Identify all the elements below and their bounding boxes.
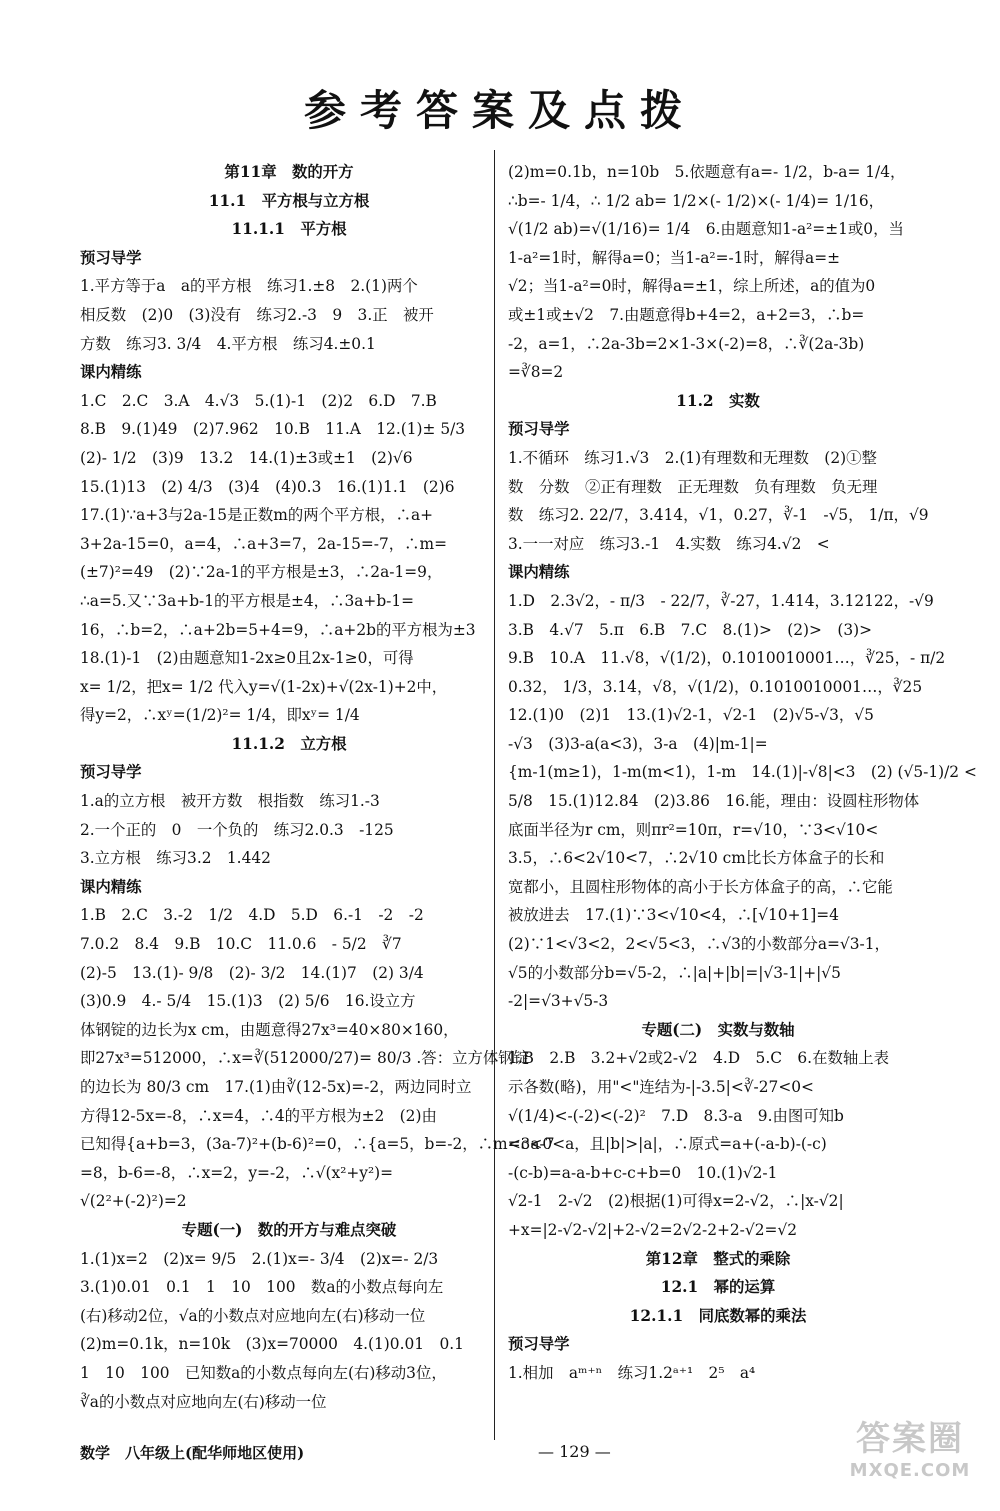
answer-line: (2)m=0.1b，n=10b 5.依题意有a=- 1/2，b-a= 1/4，	[508, 163, 906, 181]
answer-line: 1.(1)x=2 (2)x= 9/5 2.(1)x=- 3/4 (2)x=- 2/3	[80, 1249, 439, 1268]
answer-line: (2)∵1<√3<2，2<√5<3，∴√3的小数部分a=√3-1，	[508, 935, 890, 954]
left-column	[80, 158, 555, 1416]
answer-line: 宽都小，且圆柱形物体的高小于长方体盒子的高，∴它能	[508, 877, 893, 896]
subsection-label: 课内精练	[80, 877, 142, 896]
answer-line: (2)- 1/2 (3)9 13.2 14.(1)±3或±1 (2)√6	[80, 448, 413, 467]
section-heading: 12.1.1 同底数幂的乘法	[629, 1306, 807, 1325]
answer-line: 方得12-5x=-8，∴x=4，∴4的平方根为±2 (2)由	[80, 1106, 437, 1125]
answer-line: √(1/4)<-(-2)<(-2)² 7.D 8.3-a 9.由图可知b	[508, 1106, 844, 1125]
answer-line: 3.B 4.√7 5.π 6.B 7.C 8.(1)> (2)> (3)>	[508, 620, 873, 639]
section-heading: 第11章 数的开方	[224, 163, 354, 181]
answer-line: 3.(1)0.01 0.1 1 10 100 数a的小数点每向左	[80, 1278, 444, 1297]
footer-book-info: 数学 八年级上(配华师地区使用)	[80, 1444, 305, 1462]
answer-line: 12.(1)0 (2)1 13.(1)√2-1，√2-1 (2)√5-√3，√5	[508, 706, 874, 725]
answer-line: 或±1或±√2 7.由题意得b+4=2，a+2=3，∴b=	[508, 305, 865, 324]
answer-line: -2|=√3+√5-3	[508, 992, 609, 1011]
answer-line: x= 1/2，把x= 1/2 代入y=√(1-2x)+√(2x-1)+2中，	[80, 677, 448, 696]
section-heading: 11.1 平方根与立方根	[208, 191, 370, 210]
answer-line: 7.0.2 8.4 9.B 10.C 11.0.6 - 5/2 ∛7	[80, 935, 402, 954]
answer-line: 1.a的立方根 被开方数 根指数 练习1.-3	[80, 792, 380, 811]
page-title: 参考答案及点拨	[303, 86, 696, 135]
answer-line: -√3 (3)3-a(a<3)，3-a (4)|m-1|=	[508, 734, 768, 753]
right-column	[508, 158, 977, 1388]
answer-line: =∛8=2	[508, 363, 564, 382]
page-footer	[80, 1442, 940, 1470]
answer-line: -(c-b)=a-a-b+c-c+b=0 10.(1)√2-1	[508, 1163, 778, 1182]
answer-line: ∴b=- 1/4，∴ 1/2 ab= 1/2×(- 1/2)×(- 1/4)= 1/16，	[508, 191, 884, 210]
section-heading: 12.1 幂的运算	[660, 1278, 776, 1297]
answer-line: 0.32， 1/3，3.14̇，√8，√(1/2)，0.1010010001…，∛25	[508, 677, 923, 696]
answer-line: 已知得{a+b=3，(3a-7)²+(b-6)²=0，∴{a=5，b=-2，∴m=3a-7	[80, 1135, 555, 1154]
answer-line: 2.一个正的 0 一个负的 练习2.0.3 -125	[80, 820, 394, 839]
answer-line: 示各数(略)，用"<"连结为-|-3.5|<∛-27<0<	[508, 1078, 814, 1096]
subsection-label: 预习导学	[80, 248, 142, 267]
answer-line: 体钢锭的边长为x cm，由题意得27x³=40×80×160，	[80, 1020, 459, 1039]
watermark-logo	[840, 1411, 980, 1491]
answer-line: 被放进去 17.(1)∵3<√10<4，∴[√10+1]=4	[508, 906, 839, 925]
answer-line: 3.5，∴6<2√10<7，∴2√10 cm比长方体盒子的长和	[508, 849, 885, 868]
section-heading: 第12章 整式的乘除	[645, 1249, 791, 1268]
answer-line: 1.不循环 练习1.√3 2.(1)有理数和无理数 (2)①整	[508, 448, 877, 467]
answer-line: +x=|2-√2-√2|+2-√2=2√2-2+2-√2=√2	[508, 1220, 797, 1239]
watermark-text-bottom: MXQE.COM	[849, 1460, 971, 1481]
answer-line: 1.平方等于a a的平方根 练习1.±8 2.(1)两个	[80, 277, 418, 296]
answer-line: <c<0<a，且|b|>|a|，∴原式=a+(-a-b)-(-c)	[508, 1135, 827, 1154]
answer-line: √(2²+(-2)²)=2	[80, 1192, 187, 1211]
section-heading: 11.1.2 立方根	[231, 734, 347, 753]
answer-line: 5/8 15.(1)12.84 (2)3.86 16.能，理由：设圆柱形物体	[508, 792, 920, 811]
section-heading: 11.1.1 平方根	[231, 220, 347, 239]
answer-line: 相反数 (2)0 (3)没有 练习2.-3 9 3.正 被开	[80, 305, 434, 324]
answer-line: -2，a=1，∴2a-3b=2×1-3×(-2)=8，∴∛(2a-3b)	[508, 334, 865, 353]
answer-line: √2-1 2-√2 (2)根据(1)可得x=2-√2，∴|x-√2|	[508, 1192, 844, 1211]
subsection-label: 课内精练	[80, 363, 142, 382]
answer-line: 1 10 100 已知数a的小数点每向左(右)移动3位，	[80, 1363, 447, 1382]
answer-line: 得y=2，∴xʸ=(1/2)²= 1/4，即xʸ= 1/4	[80, 706, 360, 725]
page-number: — 129 —	[538, 1442, 611, 1461]
answer-line: 15.(1)13 (2) 4/3 (3)4 (4)0.3 16.(1)1.1 (2)6	[80, 477, 455, 496]
column-divider	[494, 150, 495, 1440]
answer-line: 1.C 2.C 3.A 4.√3 5.(1)-1 (2)2 6.D 7.B	[80, 391, 437, 410]
watermark-text-top: 答案圈	[856, 1419, 964, 1459]
answer-line: √5的小数部分b=√5-2，∴|a|+|b|=|√3-1|+|√5	[508, 963, 841, 982]
answer-line: 1-a²=1时，解得a=0；当1-a²=-1时，解得a=±	[508, 248, 840, 267]
answer-line: 即27x³=512000，∴x=∛(512000/27)= 80/3 .答：立方体钢锭	[80, 1049, 530, 1068]
answer-line: (2)-5 13.(1)- 9/8 (2)- 3/2 14.(1)7 (2) 3/4	[80, 963, 424, 982]
answer-line: 的边长为 80/3 cm 17.(1)由∛(12-5x)=-2，两边同时立	[80, 1078, 472, 1096]
answer-line: ∴a=5.又∵3a+b-1的平方根是±4，∴3a+b-1=	[80, 591, 415, 610]
answer-line: (右)移动2位，√a的小数点对应地向左(右)移动一位	[80, 1306, 426, 1325]
answer-line: ∛a的小数点对应地向左(右)移动一位	[80, 1392, 327, 1411]
answer-line: 数 分数 ②正有理数 正无理数 负有理数 负无理	[508, 477, 878, 496]
answer-line: =8，b-6=-8，∴x=2，y=-2，∴√(x²+y²)=	[80, 1163, 394, 1182]
section-heading: 专题(二) 实数与数轴	[641, 1020, 795, 1039]
answer-line: 1.相加 aᵐ⁺ⁿ 练习1.2ᵃ⁺¹ 2⁵ a⁴	[508, 1363, 756, 1382]
answer-line: 3.一一对应 练习3.-1 4.实数 练习4.√2 <	[508, 534, 830, 553]
answer-line: (3)0.9 4.- 5/4 15.(1)3 (2) 5/6 16.设立方	[80, 992, 416, 1011]
section-heading: 11.2 实数	[676, 391, 760, 410]
subsection-label: 预习导学	[508, 420, 570, 439]
answer-line: 方数 练习3. 3/4 4.平方根 练习4.±0.1	[80, 334, 376, 353]
answer-line: (2)m=0.1k，n=10k (3)x=70000 4.(1)0.01 0.1	[80, 1335, 464, 1354]
answer-line: √2；当1-a²=0时，解得a=±1，综上所述，a的值为0	[508, 277, 876, 296]
answer-line: 16，∴b=2，∴a+2b=5+4=9，∴a+2b的平方根为±3	[80, 620, 476, 639]
answer-line: {m-1(m≥1)，1-m(m<1)，1-m 14.(1)|-√8|<3 (2) (√5-1)/2 <	[508, 763, 977, 782]
answer-line: 1.D 2.3√2，- π/3 - 22/7，∛-27，1.414，3.12122，-√9	[508, 591, 934, 610]
answer-line: 底面半径为r cm，则πr²=10π，r=√10，∵3<√10<	[508, 820, 879, 839]
answer-line: 1.B 2.B 3.2+√2或2-√2 4.D 5.C 6.在数轴上表	[508, 1049, 890, 1068]
answer-line: 3.立方根 练习3.2 1.442	[80, 849, 271, 868]
answer-line: 数 练习2. 22/7，3.414，√1，0.27，∛-1 -√5， 1/π，√9	[508, 506, 929, 525]
answer-line: 1.B 2.C 3.-2 1/2 4.D 5.D 6.-1 -2 -2	[80, 906, 424, 925]
answer-line: √(1/2 ab)=√(1/16)= 1/4 6.由题意知1-a²=±1或0，当	[508, 220, 904, 239]
subsection-label: 预习导学	[80, 763, 142, 782]
answer-line: 3+2a-15=0，a=4，∴a+3=7，2a-15=-7，∴m=	[80, 534, 448, 553]
subsection-label: 预习导学	[508, 1335, 570, 1354]
answer-line: 17.(1)∵a+3与2a-15是正数m的两个平方根，∴a+	[80, 506, 434, 525]
answer-line: 18.(1)-1 (2)由题意知1-2x≥0且2x-1≥0，可得	[80, 649, 414, 668]
answer-line: 8.B 9.(1)49 (2)7.962 10.B 11.A 12.(1)± 5/3	[80, 420, 466, 439]
answer-line: (±7)²=49 (2)∵2a-1的平方根是±3，∴2a-1=9，	[80, 563, 443, 582]
answer-line: 9.B 10.A 11.√8，√(1/2)，0.1010010001…，∛25，- π/2	[508, 649, 946, 668]
section-heading: 专题(一) 数的开方与难点突破	[181, 1220, 397, 1239]
subsection-label: 课内精练	[508, 563, 570, 582]
